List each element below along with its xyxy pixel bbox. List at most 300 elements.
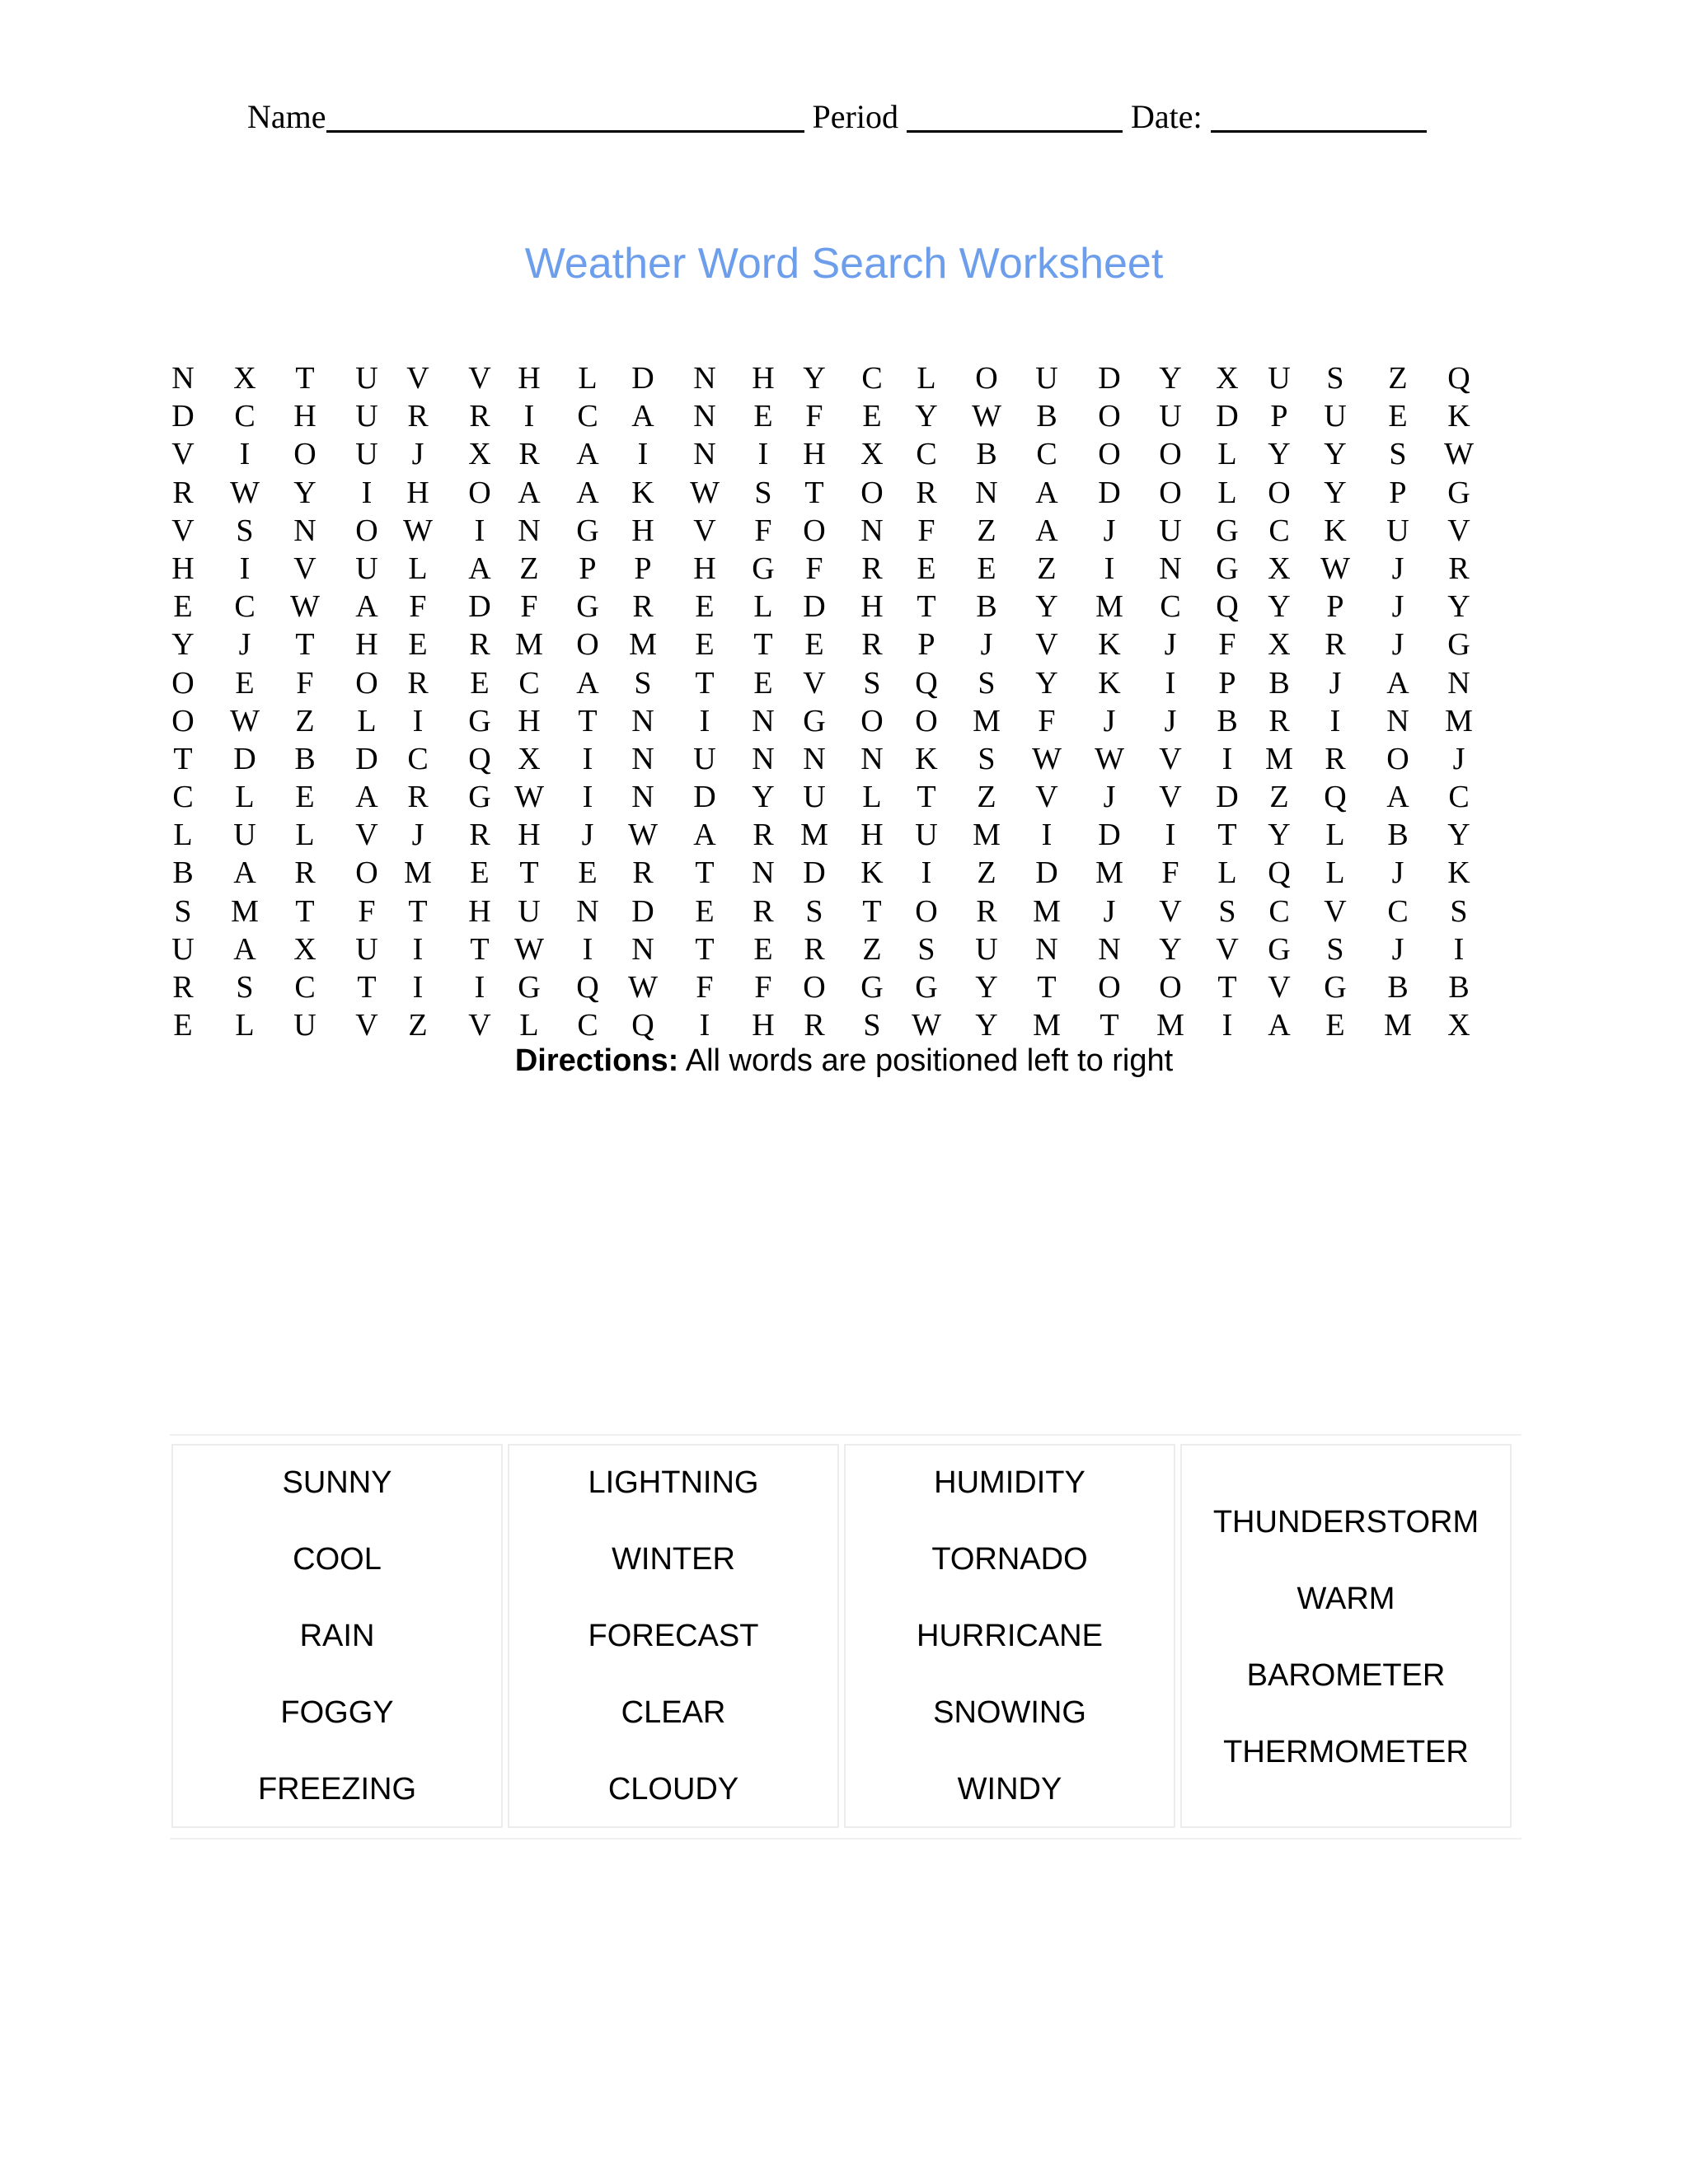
grid-letter[interactable]: M — [800, 818, 828, 853]
grid-letter[interactable]: V — [1447, 513, 1470, 548]
grid-letter[interactable]: O — [1098, 399, 1121, 434]
grid-letter[interactable]: I — [1221, 1008, 1233, 1043]
grid-letter[interactable]: C — [1036, 437, 1057, 472]
grid-letter[interactable]: S — [236, 970, 254, 1005]
grid-letter[interactable]: K — [631, 475, 654, 510]
grid-letter[interactable]: S — [634, 665, 652, 701]
grid-letter[interactable]: C — [234, 589, 256, 625]
grid-letter[interactable]: J — [1103, 893, 1116, 929]
grid-letter[interactable]: R — [469, 399, 490, 434]
grid-letter[interactable]: H — [752, 1008, 775, 1043]
grid-letter[interactable]: L — [917, 361, 936, 396]
grid-letter[interactable]: P — [917, 627, 935, 663]
grid-letter[interactable]: S — [1218, 893, 1236, 929]
grid-letter[interactable]: O — [915, 703, 938, 738]
grid-letter[interactable]: U — [233, 818, 256, 853]
grid-letter[interactable]: W — [514, 780, 544, 815]
grid-letter[interactable]: B — [172, 855, 194, 891]
grid-letter[interactable]: K — [860, 855, 884, 891]
grid-letter[interactable]: O — [355, 665, 378, 701]
grid-letter[interactable]: F — [805, 551, 823, 586]
grid-letter[interactable]: N — [860, 513, 884, 548]
grid-letter[interactable]: N — [518, 513, 541, 548]
grid-letter[interactable]: M — [1033, 893, 1061, 929]
grid-letter[interactable]: L — [235, 780, 255, 815]
grid-letter[interactable]: G — [468, 780, 491, 815]
grid-letter[interactable]: B — [294, 741, 316, 776]
grid-letter[interactable]: E — [1388, 399, 1408, 434]
grid-letter[interactable]: C — [518, 665, 540, 701]
grid-letter[interactable]: E — [862, 399, 882, 434]
grid-letter[interactable]: O — [915, 893, 938, 929]
grid-letter[interactable]: L — [578, 361, 598, 396]
grid-letter[interactable]: S — [805, 893, 823, 929]
grid-letter[interactable]: Y — [1268, 437, 1291, 472]
grid-letter[interactable]: A — [1035, 475, 1058, 510]
grid-letter[interactable]: T — [917, 589, 936, 625]
grid-letter[interactable]: B — [1448, 970, 1470, 1005]
grid-letter[interactable]: J — [1391, 551, 1404, 586]
grid-letter[interactable]: R — [1325, 627, 1346, 663]
grid-letter[interactable]: E — [578, 855, 598, 891]
grid-letter[interactable]: R — [518, 437, 540, 472]
grid-letter[interactable]: V — [293, 551, 316, 586]
grid-letter[interactable]: J — [1103, 513, 1116, 548]
grid-letter[interactable]: V — [693, 513, 716, 548]
grid-letter[interactable]: S — [1326, 931, 1344, 967]
grid-letter[interactable]: Z — [408, 1008, 428, 1043]
grid-letter[interactable]: E — [753, 399, 773, 434]
grid-letter[interactable]: B — [1217, 703, 1238, 738]
grid-letter[interactable]: P — [1389, 475, 1407, 510]
grid-letter[interactable]: L — [519, 1008, 539, 1043]
grid-letter[interactable]: R — [861, 551, 883, 586]
grid-letter[interactable]: I — [239, 551, 251, 586]
grid-letter[interactable]: W — [628, 818, 658, 853]
grid-letter[interactable]: K — [1098, 627, 1121, 663]
grid-letter[interactable]: F — [754, 513, 772, 548]
grid-letter[interactable]: I — [239, 437, 251, 472]
grid-letter[interactable]: G — [752, 551, 775, 586]
grid-letter[interactable]: F — [520, 589, 538, 625]
grid-letter[interactable]: G — [1216, 551, 1239, 586]
grid-letter[interactable]: E — [470, 665, 490, 701]
grid-letter[interactable]: C — [172, 780, 194, 815]
grid-letter[interactable]: Z — [977, 855, 996, 891]
grid-letter[interactable]: U — [803, 780, 826, 815]
grid-letter[interactable]: V — [1268, 970, 1291, 1005]
grid-letter[interactable]: A — [1386, 665, 1409, 701]
grid-letter[interactable]: G — [468, 703, 491, 738]
grid-letter[interactable]: M — [1095, 855, 1123, 891]
grid-letter[interactable]: H — [860, 589, 884, 625]
grid-letter[interactable]: A — [468, 551, 491, 586]
grid-letter[interactable]: M — [1156, 1008, 1184, 1043]
grid-letter[interactable]: K — [1324, 513, 1347, 548]
grid-letter[interactable]: Y — [1447, 589, 1470, 625]
grid-letter[interactable]: A — [1268, 1008, 1291, 1043]
grid-letter[interactable]: F — [296, 665, 314, 701]
grid-letter[interactable]: O — [468, 475, 491, 510]
grid-letter[interactable]: U — [1268, 361, 1291, 396]
grid-letter[interactable]: T — [578, 703, 598, 738]
grid-letter[interactable]: G — [1268, 931, 1291, 967]
grid-letter[interactable]: E — [917, 551, 936, 586]
grid-letter[interactable]: N — [752, 703, 775, 738]
grid-letter[interactable]: T — [1217, 818, 1237, 853]
grid-letter[interactable]: D — [1098, 475, 1121, 510]
grid-letter[interactable]: N — [860, 741, 884, 776]
grid-letter[interactable]: K — [915, 741, 938, 776]
grid-letter[interactable]: V — [1035, 627, 1058, 663]
grid-letter[interactable]: O — [1268, 475, 1291, 510]
grid-letter[interactable]: C — [577, 1008, 598, 1043]
grid-letter[interactable]: I — [412, 970, 424, 1005]
grid-letter[interactable]: I — [757, 437, 769, 472]
grid-letter[interactable]: G — [576, 513, 599, 548]
grid-letter[interactable]: U — [293, 1008, 316, 1043]
grid-letter[interactable]: Y — [1159, 931, 1182, 967]
grid-letter[interactable]: J — [238, 627, 251, 663]
grid-letter[interactable]: H — [860, 818, 884, 853]
grid-letter[interactable]: F — [358, 893, 376, 929]
grid-letter[interactable]: Q — [1216, 589, 1239, 625]
grid-letter[interactable]: Y — [1268, 589, 1291, 625]
grid-letter[interactable]: X — [518, 741, 541, 776]
grid-letter[interactable]: A — [576, 665, 599, 701]
grid-letter[interactable]: J — [1391, 627, 1404, 663]
name-field[interactable] — [326, 97, 804, 133]
grid-letter[interactable]: T — [295, 893, 315, 929]
grid-letter[interactable]: C — [577, 399, 598, 434]
grid-letter[interactable]: F — [917, 513, 935, 548]
grid-letter[interactable]: D — [1098, 818, 1121, 853]
grid-letter[interactable]: D — [355, 741, 378, 776]
grid-letter[interactable]: H — [293, 399, 316, 434]
grid-letter[interactable]: H — [803, 437, 826, 472]
grid-letter[interactable]: R — [753, 893, 774, 929]
grid-letter[interactable]: W — [1320, 551, 1350, 586]
grid-letter[interactable]: A — [233, 855, 256, 891]
grid-letter[interactable]: D — [803, 589, 826, 625]
grid-letter[interactable]: Y — [1324, 475, 1347, 510]
grid-letter[interactable]: X — [860, 437, 884, 472]
grid-letter[interactable]: L — [235, 1008, 255, 1043]
grid-letter[interactable]: S — [978, 665, 996, 701]
grid-letter[interactable]: L — [1325, 855, 1345, 891]
grid-letter[interactable]: G — [860, 970, 884, 1005]
grid-letter[interactable]: Y — [1268, 818, 1291, 853]
grid-letter[interactable]: Z — [295, 703, 315, 738]
grid-letter[interactable]: M — [1033, 1008, 1061, 1043]
grid-letter[interactable]: L — [753, 589, 773, 625]
grid-letter[interactable]: J — [1103, 780, 1116, 815]
grid-letter[interactable]: O — [1159, 970, 1182, 1005]
grid-letter[interactable]: B — [1268, 665, 1290, 701]
grid-letter[interactable]: N — [631, 741, 654, 776]
grid-letter[interactable]: Q — [468, 741, 491, 776]
grid-letter[interactable]: I — [474, 970, 485, 1005]
grid-letter[interactable]: I — [1165, 818, 1176, 853]
grid-letter[interactable]: P — [579, 551, 597, 586]
grid-letter[interactable]: O — [293, 437, 316, 472]
grid-letter[interactable]: B — [1036, 399, 1057, 434]
grid-letter[interactable]: O — [803, 513, 826, 548]
grid-letter[interactable]: R — [294, 855, 316, 891]
grid-letter[interactable]: A — [355, 589, 378, 625]
grid-letter[interactable]: U — [975, 931, 998, 967]
grid-letter[interactable]: A — [355, 780, 378, 815]
grid-letter[interactable]: Z — [1269, 780, 1289, 815]
grid-letter[interactable]: E — [804, 627, 824, 663]
grid-letter[interactable]: W — [290, 589, 320, 625]
grid-letter[interactable]: T — [295, 627, 315, 663]
grid-letter[interactable]: U — [1159, 513, 1182, 548]
grid-letter[interactable]: P — [1218, 665, 1236, 701]
grid-letter[interactable]: R — [469, 818, 490, 853]
grid-letter[interactable]: U — [518, 893, 541, 929]
grid-letter[interactable]: S — [754, 475, 772, 510]
grid-letter[interactable]: H — [693, 551, 716, 586]
grid-letter[interactable]: R — [172, 475, 194, 510]
grid-letter[interactable]: G — [1324, 970, 1347, 1005]
grid-letter[interactable]: I — [699, 703, 710, 738]
grid-letter[interactable]: S — [174, 893, 192, 929]
grid-letter[interactable]: N — [1098, 931, 1121, 967]
grid-letter[interactable]: H — [518, 361, 541, 396]
grid-letter[interactable]: N — [752, 855, 775, 891]
grid-letter[interactable]: N — [693, 399, 716, 434]
grid-letter[interactable]: G — [576, 589, 599, 625]
grid-letter[interactable]: E — [173, 589, 193, 625]
grid-letter[interactable]: A — [1386, 780, 1409, 815]
grid-letter[interactable]: G — [1216, 513, 1239, 548]
grid-letter[interactable]: D — [631, 893, 654, 929]
grid-letter[interactable]: S — [1450, 893, 1468, 929]
grid-letter[interactable]: L — [1217, 855, 1237, 891]
grid-letter[interactable]: I — [1104, 551, 1115, 586]
grid-letter[interactable]: N — [1386, 703, 1409, 738]
grid-letter[interactable]: K — [1447, 399, 1470, 434]
grid-letter[interactable]: T — [295, 361, 315, 396]
grid-letter[interactable]: E — [408, 627, 428, 663]
grid-letter[interactable]: Y — [171, 627, 195, 663]
grid-letter[interactable]: L — [1217, 475, 1237, 510]
grid-letter[interactable]: N — [1447, 665, 1470, 701]
grid-letter[interactable]: Y — [915, 399, 938, 434]
grid-letter[interactable]: Y — [1447, 818, 1470, 853]
grid-letter[interactable]: N — [1035, 931, 1058, 967]
grid-letter[interactable]: O — [355, 855, 378, 891]
grid-letter[interactable]: Z — [977, 513, 996, 548]
grid-letter[interactable]: M — [404, 855, 432, 891]
grid-letter[interactable]: I — [1329, 703, 1341, 738]
grid-letter[interactable]: C — [294, 970, 316, 1005]
grid-letter[interactable]: T — [1217, 970, 1237, 1005]
grid-letter[interactable]: T — [1037, 970, 1057, 1005]
grid-letter[interactable]: U — [355, 551, 378, 586]
grid-letter[interactable]: M — [1095, 589, 1123, 625]
grid-letter[interactable]: E — [173, 1008, 193, 1043]
grid-letter[interactable]: F — [805, 399, 823, 434]
grid-letter[interactable]: O — [803, 970, 826, 1005]
grid-letter[interactable]: Q — [1324, 780, 1347, 815]
grid-letter[interactable]: I — [1221, 741, 1233, 776]
grid-letter[interactable]: S — [863, 1008, 881, 1043]
grid-letter[interactable]: I — [412, 703, 424, 738]
grid-letter[interactable]: I — [523, 399, 535, 434]
grid-letter[interactable]: Z — [977, 780, 996, 815]
grid-letter[interactable]: A — [576, 437, 599, 472]
grid-letter[interactable]: T — [753, 627, 773, 663]
grid-letter[interactable]: D — [171, 399, 195, 434]
grid-letter[interactable]: X — [1216, 361, 1239, 396]
grid-letter[interactable]: W — [972, 399, 1001, 434]
grid-letter[interactable]: C — [916, 437, 937, 472]
grid-letter[interactable]: K — [1447, 855, 1470, 891]
grid-letter[interactable]: A — [233, 931, 256, 967]
grid-letter[interactable]: I — [921, 855, 932, 891]
grid-letter[interactable]: I — [637, 437, 649, 472]
grid-letter[interactable]: M — [973, 818, 1001, 853]
grid-letter[interactable]: Q — [1447, 361, 1470, 396]
grid-letter[interactable]: D — [1216, 399, 1239, 434]
grid-letter[interactable]: B — [1387, 818, 1409, 853]
grid-letter[interactable]: O — [1159, 437, 1182, 472]
grid-letter[interactable]: X — [468, 437, 491, 472]
grid-letter[interactable]: P — [1270, 399, 1288, 434]
grid-letter[interactable]: J — [1103, 703, 1116, 738]
grid-letter[interactable]: R — [407, 399, 429, 434]
grid-letter[interactable]: F — [1038, 703, 1056, 738]
grid-letter[interactable]: C — [1160, 589, 1181, 625]
grid-letter[interactable]: Z — [1037, 551, 1057, 586]
grid-letter[interactable]: U — [693, 741, 716, 776]
grid-letter[interactable]: M — [231, 893, 259, 929]
grid-letter[interactable]: I — [1041, 818, 1053, 853]
grid-letter[interactable]: G — [1447, 475, 1470, 510]
grid-letter[interactable]: G — [1447, 627, 1470, 663]
grid-letter[interactable]: I — [1165, 665, 1176, 701]
grid-letter[interactable]: W — [1095, 741, 1124, 776]
grid-letter[interactable]: H — [355, 627, 378, 663]
grid-letter[interactable]: I — [699, 1008, 710, 1043]
grid-letter[interactable]: I — [361, 475, 373, 510]
grid-letter[interactable]: U — [171, 931, 195, 967]
grid-letter[interactable]: E — [695, 589, 715, 625]
grid-letter[interactable]: O — [1098, 970, 1121, 1005]
grid-letter[interactable]: Y — [293, 475, 316, 510]
grid-letter[interactable]: X — [1447, 1008, 1470, 1043]
grid-letter[interactable]: A — [576, 475, 599, 510]
grid-letter[interactable]: W — [1444, 437, 1474, 472]
grid-letter[interactable]: T — [519, 855, 539, 891]
grid-letter[interactable]: S — [917, 931, 935, 967]
grid-letter[interactable]: E — [295, 780, 315, 815]
grid-letter[interactable]: E — [695, 627, 715, 663]
grid-letter[interactable]: G — [518, 970, 541, 1005]
grid-letter[interactable]: E — [470, 855, 490, 891]
grid-letter[interactable]: Y — [1159, 361, 1182, 396]
grid-letter[interactable]: V — [171, 437, 195, 472]
grid-letter[interactable]: P — [634, 551, 652, 586]
grid-letter[interactable]: O — [355, 513, 378, 548]
grid-letter[interactable]: C — [407, 741, 429, 776]
grid-letter[interactable]: N — [752, 741, 775, 776]
grid-letter[interactable]: O — [171, 665, 195, 701]
grid-letter[interactable]: C — [1387, 893, 1409, 929]
grid-letter[interactable]: H — [171, 551, 195, 586]
grid-letter[interactable]: O — [860, 703, 884, 738]
grid-letter[interactable]: U — [1159, 399, 1182, 434]
grid-letter[interactable]: Y — [1035, 665, 1058, 701]
grid-letter[interactable]: J — [1329, 665, 1342, 701]
grid-letter[interactable]: N — [171, 361, 195, 396]
grid-letter[interactable]: Z — [1388, 361, 1408, 396]
grid-letter[interactable]: Q — [1268, 855, 1291, 891]
grid-letter[interactable]: R — [1325, 741, 1346, 776]
grid-letter[interactable]: V — [1159, 741, 1182, 776]
grid-letter[interactable]: I — [412, 931, 424, 967]
grid-letter[interactable]: J — [1164, 703, 1177, 738]
grid-letter[interactable]: U — [355, 399, 378, 434]
grid-letter[interactable]: U — [355, 931, 378, 967]
grid-letter[interactable]: O — [1386, 741, 1409, 776]
grid-letter[interactable]: W — [230, 475, 260, 510]
grid-letter[interactable]: T — [695, 855, 715, 891]
grid-letter[interactable]: R — [861, 627, 883, 663]
grid-letter[interactable]: F — [409, 589, 427, 625]
grid-letter[interactable]: H — [518, 818, 541, 853]
grid-letter[interactable]: H — [518, 703, 541, 738]
grid-letter[interactable]: Y — [1324, 437, 1347, 472]
grid-letter[interactable]: I — [1453, 931, 1465, 967]
grid-letter[interactable]: O — [1159, 475, 1182, 510]
grid-letter[interactable]: V — [171, 513, 195, 548]
grid-letter[interactable]: V — [1216, 931, 1239, 967]
grid-letter[interactable]: N — [1159, 551, 1182, 586]
grid-letter[interactable]: T — [862, 893, 882, 929]
grid-letter[interactable]: O — [1098, 437, 1121, 472]
grid-letter[interactable]: G — [915, 970, 938, 1005]
grid-letter[interactable]: J — [980, 627, 993, 663]
grid-letter[interactable]: N — [631, 931, 654, 967]
grid-letter[interactable]: S — [978, 741, 996, 776]
grid-letter[interactable]: T — [917, 780, 936, 815]
grid-letter[interactable]: I — [582, 931, 593, 967]
grid-letter[interactable]: R — [632, 589, 654, 625]
grid-letter[interactable]: T — [408, 893, 428, 929]
grid-letter[interactable]: X — [293, 931, 316, 967]
grid-letter[interactable]: D — [233, 741, 256, 776]
grid-letter[interactable]: Q — [576, 970, 599, 1005]
grid-letter[interactable]: L — [173, 818, 193, 853]
grid-letter[interactable]: V — [355, 818, 378, 853]
grid-letter[interactable]: P — [1326, 589, 1344, 625]
grid-letter[interactable]: F — [754, 970, 772, 1005]
grid-letter[interactable]: R — [407, 665, 429, 701]
grid-letter[interactable]: X — [1268, 551, 1291, 586]
grid-letter[interactable]: G — [803, 703, 826, 738]
grid-letter[interactable]: X — [233, 361, 256, 396]
grid-letter[interactable]: E — [235, 665, 255, 701]
grid-letter[interactable]: V — [1035, 780, 1058, 815]
grid-letter[interactable]: E — [753, 665, 773, 701]
grid-letter[interactable]: Y — [1035, 589, 1058, 625]
grid-letter[interactable]: R — [916, 475, 937, 510]
grid-letter[interactable]: Y — [975, 1008, 998, 1043]
grid-letter[interactable]: C — [1268, 893, 1290, 929]
